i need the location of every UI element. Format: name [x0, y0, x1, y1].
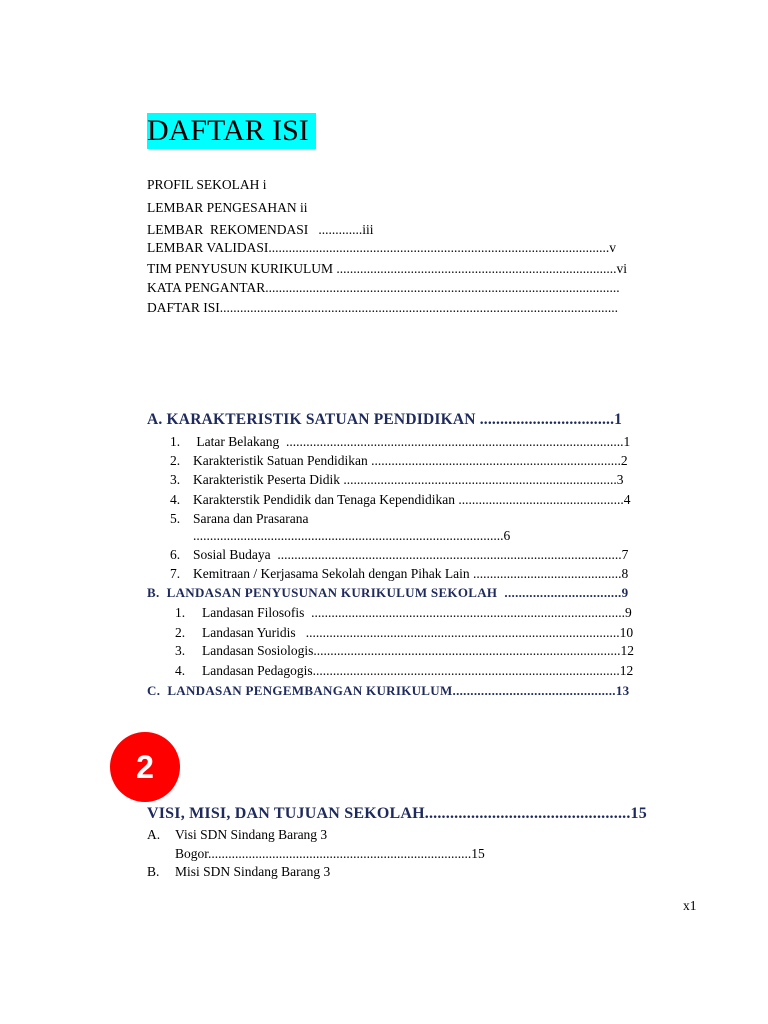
list-item-letter: B. — [147, 864, 160, 879]
list-item: Landasan Filosofis .............................................................................................9 — [202, 605, 632, 620]
section-c-heading: C. LANDASAN PENGEMBANGAN KURIKULUM..............................................13 — [147, 683, 630, 698]
list-item-number: 4. — [175, 663, 186, 678]
document-title: DAFTAR ISI — [147, 113, 316, 149]
list-item: Karakteristik Satuan Pendidikan ..........................................................................2 — [193, 453, 628, 468]
list-item-letter: A. — [147, 827, 161, 842]
list-item-number: 1. — [170, 434, 181, 449]
list-item-continuation: Bogor..............................................................................15 — [175, 846, 485, 861]
toc-entry-pengesahan: LEMBAR PENGESAHAN ii — [147, 200, 308, 215]
toc-entry-profil: PROFIL SEKOLAH i — [147, 177, 267, 192]
toc-entry-rekomendasi: LEMBAR REKOMENDASI .............iii — [147, 222, 374, 237]
list-item: Karakterstik Pendidik dan Tenaga Kependidikan .................................................4 — [193, 492, 631, 507]
list-item: Misi SDN Sindang Barang 3 — [175, 864, 331, 879]
list-item-number: 2. — [175, 625, 186, 640]
list-item: Landasan Yuridis .............................................................................................10 — [202, 625, 634, 640]
list-item: Kemitraan / Kerjasama Sekolah dengan Pihak Lain ............................................8 — [193, 566, 629, 581]
list-item: Latar Belakang ....................................................................................................1 — [193, 434, 631, 449]
list-item-number: 4. — [170, 492, 181, 507]
list-item-number: 3. — [175, 643, 186, 658]
section-b-heading: B. LANDASAN PENYUSUNAN KURIKULUM SEKOLAH .................................9 — [147, 585, 629, 600]
list-item-number: 3. — [170, 472, 181, 487]
page-number: x1 — [683, 898, 697, 913]
list-item: Sosial Budaya ......................................................................................................7 — [193, 547, 629, 562]
list-item-number: 6. — [170, 547, 181, 562]
toc-entry-validasi: LEMBAR VALIDASI.....................................................................................................v — [147, 240, 617, 255]
list-item-number: 1. — [175, 605, 186, 620]
list-item: Landasan Pedagogis...........................................................................................12 — [202, 663, 634, 678]
chapter-2-heading: VISI, MISI, DAN TUJUAN SEKOLAH.................................................15 — [147, 805, 647, 822]
list-item: Landasan Sosiologis...........................................................................................12 — [202, 643, 634, 658]
list-item-continuation: ............................................................................................6 — [193, 528, 511, 543]
toc-entry-tim-penyusun: TIM PENYUSUN KURIKULUM ...................................................................................vi — [147, 261, 628, 276]
toc-entry-kata-pengantar: KATA PENGANTAR......................................................................................................... — [147, 280, 620, 295]
chapter-number-badge: 2 — [110, 732, 180, 802]
list-item-number: 5. — [170, 511, 181, 526]
list-item-number: 2. — [170, 453, 181, 468]
list-item: Visi SDN Sindang Barang 3 — [175, 827, 328, 842]
section-a-heading: A. KARAKTERISTIK SATUAN PENDIDIKAN .................................1 — [147, 411, 623, 428]
list-item: Sarana dan Prasarana — [193, 511, 309, 526]
toc-entry-daftar-isi: DAFTAR ISI...................................................................................................................... — [147, 300, 619, 315]
list-item-number: 7. — [170, 566, 181, 581]
list-item: Karakteristik Peserta Didik .................................................................................3 — [193, 472, 624, 487]
